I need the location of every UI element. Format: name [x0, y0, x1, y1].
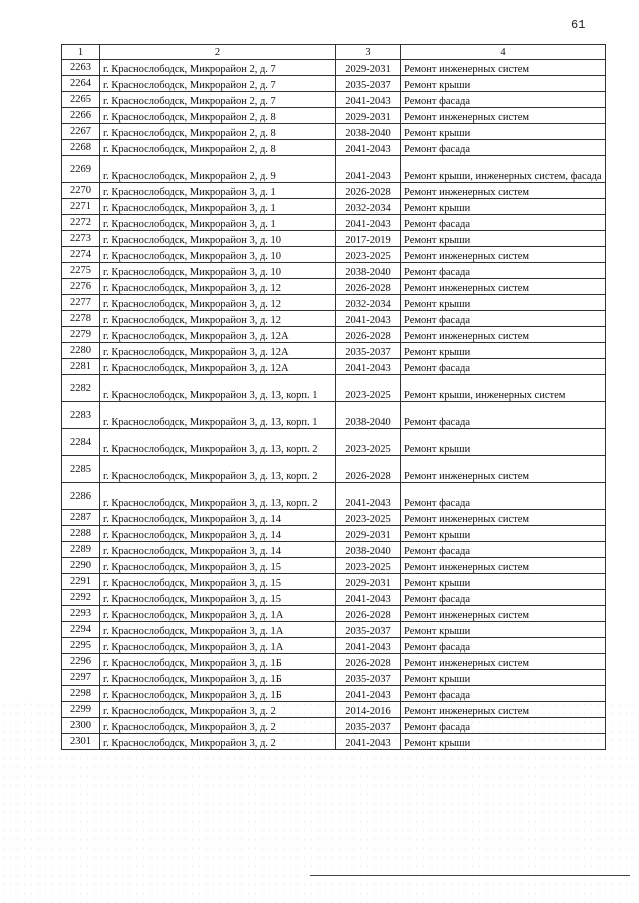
table-row: [62, 92, 606, 108]
row-address: г. Краснослободск, Микрорайон 3, д. 14: [100, 526, 336, 542]
row-address: г. Краснослободск, Микрорайон 3, д. 1А: [100, 622, 336, 638]
row-address: г. Краснослободск, Микрорайон 2, д. 7: [100, 92, 336, 108]
table-row: [62, 622, 606, 638]
row-number: 2292: [62, 590, 100, 606]
footer-line: [310, 875, 630, 876]
row-period: 2032-2034: [336, 199, 401, 215]
row-work-type: Ремонт фасада: [401, 718, 606, 734]
row-number: 2271: [62, 199, 100, 215]
row-period: 2041-2043: [336, 590, 401, 606]
row-work-type: Ремонт фасада: [401, 483, 606, 510]
row-address: г. Краснослободск, Микрорайон 3, д. 1: [100, 199, 336, 215]
row-period: 2041-2043: [336, 215, 401, 231]
table-row: [62, 76, 606, 92]
row-address: г. Краснослободск, Микрорайон 3, д. 10: [100, 247, 336, 263]
row-address: г. Краснослободск, Микрорайон 3, д. 1Б: [100, 686, 336, 702]
row-period: 2041-2043: [336, 734, 401, 750]
row-number: 2264: [62, 76, 100, 92]
row-period: 2026-2028: [336, 654, 401, 670]
row-address: г. Краснослободск, Микрорайон 3, д. 12А: [100, 327, 336, 343]
row-number: 2290: [62, 558, 100, 574]
row-address: г. Краснослободск, Микрорайон 3, д. 13, корп. 2: [100, 483, 336, 510]
row-address: г. Краснослободск, Микрорайон 2, д. 8: [100, 108, 336, 124]
table-row: [62, 279, 606, 295]
table-row: [62, 263, 606, 279]
row-period: 2026-2028: [336, 456, 401, 483]
row-work-type: Ремонт крыши: [401, 199, 606, 215]
row-work-type: Ремонт крыши: [401, 574, 606, 590]
row-address: г. Краснослободск, Микрорайон 2, д. 7: [100, 76, 336, 92]
row-number: 2280: [62, 343, 100, 359]
row-number: 2274: [62, 247, 100, 263]
row-address: г. Краснослободск, Микрорайон 3, д. 12: [100, 279, 336, 295]
row-number: 2270: [62, 183, 100, 199]
table-row: [62, 311, 606, 327]
repair-schedule-table: [61, 44, 606, 750]
row-work-type: Ремонт инженерных систем: [401, 702, 606, 718]
row-work-type: Ремонт крыши: [401, 231, 606, 247]
row-address: г. Краснослободск, Микрорайон 3, д. 13, корп. 1: [100, 402, 336, 429]
table-row: [62, 60, 606, 76]
row-address: г. Краснослободск, Микрорайон 3, д. 2: [100, 734, 336, 750]
row-period: 2035-2037: [336, 622, 401, 638]
table-row: [62, 108, 606, 124]
row-address: г. Краснослободск, Микрорайон 3, д. 10: [100, 231, 336, 247]
row-number: 2296: [62, 654, 100, 670]
row-period: 2026-2028: [336, 279, 401, 295]
row-address: г. Краснослободск, Микрорайон 3, д. 14: [100, 542, 336, 558]
row-work-type: Ремонт инженерных систем: [401, 183, 606, 199]
table-row: [62, 483, 606, 510]
row-number: 2298: [62, 686, 100, 702]
row-number: 2285: [62, 456, 100, 483]
row-address: г. Краснослободск, Микрорайон 3, д. 2: [100, 702, 336, 718]
row-number: 2278: [62, 311, 100, 327]
row-work-type: Ремонт инженерных систем: [401, 558, 606, 574]
row-address: г. Краснослободск, Микрорайон 3, д. 13, корп. 2: [100, 456, 336, 483]
row-period: 2017-2019: [336, 231, 401, 247]
table-row: [62, 574, 606, 590]
row-work-type: Ремонт инженерных систем: [401, 606, 606, 622]
row-address: г. Краснослободск, Микрорайон 3, д. 1Б: [100, 670, 336, 686]
row-period: 2026-2028: [336, 327, 401, 343]
row-number: 2276: [62, 279, 100, 295]
row-work-type: Ремонт крыши, инженерных систем: [401, 375, 606, 402]
row-number: 2279: [62, 327, 100, 343]
row-period: 2032-2034: [336, 295, 401, 311]
table-row: [62, 359, 606, 375]
row-number: 2272: [62, 215, 100, 231]
table-row: [62, 456, 606, 483]
header-row: [62, 45, 606, 60]
row-work-type: Ремонт фасада: [401, 542, 606, 558]
row-period: 2026-2028: [336, 183, 401, 199]
row-number: 2299: [62, 702, 100, 718]
row-work-type: Ремонт крыши: [401, 295, 606, 311]
row-number: 2266: [62, 108, 100, 124]
row-work-type: Ремонт крыши: [401, 429, 606, 456]
row-period: 2029-2031: [336, 526, 401, 542]
row-number: 2286: [62, 483, 100, 510]
row-address: г. Краснослободск, Микрорайон 3, д. 15: [100, 574, 336, 590]
row-number: 2282: [62, 375, 100, 402]
table-row: [62, 654, 606, 670]
row-period: 2038-2040: [336, 542, 401, 558]
table-row: [62, 215, 606, 231]
row-period: 2014-2016: [336, 702, 401, 718]
header-col-4: 4: [401, 45, 606, 60]
row-address: г. Краснослободск, Микрорайон 3, д. 12: [100, 295, 336, 311]
row-work-type: Ремонт крыши: [401, 343, 606, 359]
row-number: 2297: [62, 670, 100, 686]
table-body: [62, 60, 606, 750]
row-number: 2300: [62, 718, 100, 734]
table-row: [62, 686, 606, 702]
row-period: 2035-2037: [336, 670, 401, 686]
row-period: 2029-2031: [336, 574, 401, 590]
row-number: 2283: [62, 402, 100, 429]
row-work-type: Ремонт крыши: [401, 734, 606, 750]
row-address: г. Краснослободск, Микрорайон 2, д. 8: [100, 140, 336, 156]
row-work-type: Ремонт фасада: [401, 140, 606, 156]
row-period: 2041-2043: [336, 359, 401, 375]
row-number: 2293: [62, 606, 100, 622]
row-work-type: Ремонт инженерных систем: [401, 327, 606, 343]
row-period: 2029-2031: [336, 60, 401, 76]
table-row: [62, 526, 606, 542]
table-row: [62, 638, 606, 654]
page-number: 61: [571, 18, 586, 32]
row-period: 2041-2043: [336, 156, 401, 183]
row-address: г. Краснослободск, Микрорайон 3, д. 12: [100, 311, 336, 327]
row-period: 2023-2025: [336, 429, 401, 456]
row-address: г. Краснослободск, Микрорайон 2, д. 8: [100, 124, 336, 140]
row-number: 2265: [62, 92, 100, 108]
row-period: 2035-2037: [336, 76, 401, 92]
row-address: г. Краснослободск, Микрорайон 2, д. 7: [100, 60, 336, 76]
table-row: [62, 606, 606, 622]
row-period: 2029-2031: [336, 108, 401, 124]
table-row: [62, 402, 606, 429]
row-work-type: Ремонт фасада: [401, 590, 606, 606]
table-row: [62, 429, 606, 456]
row-address: г. Краснослободск, Микрорайон 3, д. 1Б: [100, 654, 336, 670]
row-period: 2023-2025: [336, 247, 401, 263]
row-address: г. Краснослободск, Микрорайон 3, д. 12А: [100, 359, 336, 375]
header-col-3: 3: [336, 45, 401, 60]
table-row: [62, 183, 606, 199]
table-row: [62, 510, 606, 526]
row-work-type: Ремонт инженерных систем: [401, 456, 606, 483]
table-row: [62, 542, 606, 558]
table-row: [62, 702, 606, 718]
row-work-type: Ремонт крыши, инженерных систем, фасада: [401, 156, 606, 183]
row-address: г. Краснослободск, Микрорайон 3, д. 13, корп. 2: [100, 429, 336, 456]
row-period: 2023-2025: [336, 558, 401, 574]
table-row: [62, 199, 606, 215]
row-address: г. Краснослободск, Микрорайон 3, д. 10: [100, 263, 336, 279]
row-period: 2041-2043: [336, 311, 401, 327]
row-period: 2038-2040: [336, 263, 401, 279]
row-work-type: Ремонт инженерных систем: [401, 654, 606, 670]
table-row: [62, 375, 606, 402]
row-number: 2273: [62, 231, 100, 247]
row-period: 2038-2040: [336, 124, 401, 140]
row-work-type: Ремонт инженерных систем: [401, 510, 606, 526]
row-address: г. Краснослободск, Микрорайон 3, д. 13, корп. 1: [100, 375, 336, 402]
row-address: г. Краснослободск, Микрорайон 3, д. 2: [100, 718, 336, 734]
row-address: г. Краснослободск, Микрорайон 3, д. 12А: [100, 343, 336, 359]
row-number: 2263: [62, 60, 100, 76]
row-address: г. Краснослободск, Микрорайон 3, д. 1А: [100, 638, 336, 654]
row-address: г. Краснослободск, Микрорайон 2, д. 9: [100, 156, 336, 183]
row-work-type: Ремонт фасада: [401, 359, 606, 375]
table-row: [62, 124, 606, 140]
row-work-type: Ремонт инженерных систем: [401, 108, 606, 124]
row-number: 2288: [62, 526, 100, 542]
header-col-2: 2: [100, 45, 336, 60]
row-number: 2287: [62, 510, 100, 526]
table-row: [62, 327, 606, 343]
row-work-type: Ремонт крыши: [401, 622, 606, 638]
row-work-type: Ремонт фасада: [401, 686, 606, 702]
row-period: 2035-2037: [336, 718, 401, 734]
row-work-type: Ремонт фасада: [401, 638, 606, 654]
row-work-type: Ремонт инженерных систем: [401, 247, 606, 263]
table-row: [62, 156, 606, 183]
table-row: [62, 558, 606, 574]
row-number: 2284: [62, 429, 100, 456]
row-work-type: Ремонт фасада: [401, 263, 606, 279]
row-work-type: Ремонт крыши: [401, 76, 606, 92]
row-number: 2268: [62, 140, 100, 156]
row-number: 2301: [62, 734, 100, 750]
row-period: 2041-2043: [336, 483, 401, 510]
row-period: 2026-2028: [336, 606, 401, 622]
table-row: [62, 734, 606, 750]
row-period: 2041-2043: [336, 686, 401, 702]
row-address: г. Краснослободск, Микрорайон 3, д. 1: [100, 215, 336, 231]
header-col-1: 1: [62, 45, 100, 60]
row-number: 2267: [62, 124, 100, 140]
row-work-type: Ремонт крыши: [401, 526, 606, 542]
table-row: [62, 590, 606, 606]
table-row: [62, 343, 606, 359]
row-number: 2269: [62, 156, 100, 183]
row-period: 2035-2037: [336, 343, 401, 359]
row-number: 2281: [62, 359, 100, 375]
row-period: 2041-2043: [336, 92, 401, 108]
table-row: [62, 247, 606, 263]
row-period: 2023-2025: [336, 375, 401, 402]
row-address: г. Краснослободск, Микрорайон 3, д. 1: [100, 183, 336, 199]
table-row: [62, 670, 606, 686]
row-work-type: Ремонт фасада: [401, 402, 606, 429]
table-row: [62, 231, 606, 247]
row-work-type: Ремонт инженерных систем: [401, 279, 606, 295]
row-number: 2277: [62, 295, 100, 311]
row-period: 2038-2040: [336, 402, 401, 429]
row-work-type: Ремонт фасада: [401, 215, 606, 231]
row-address: г. Краснослободск, Микрорайон 3, д. 15: [100, 558, 336, 574]
row-number: 2289: [62, 542, 100, 558]
row-work-type: Ремонт фасада: [401, 311, 606, 327]
row-number: 2294: [62, 622, 100, 638]
row-work-type: Ремонт крыши: [401, 670, 606, 686]
row-work-type: Ремонт фасада: [401, 92, 606, 108]
row-number: 2275: [62, 263, 100, 279]
row-period: 2041-2043: [336, 638, 401, 654]
row-work-type: Ремонт крыши: [401, 124, 606, 140]
table-row: [62, 140, 606, 156]
row-work-type: Ремонт инженерных систем: [401, 60, 606, 76]
row-address: г. Краснослободск, Микрорайон 3, д. 15: [100, 590, 336, 606]
table-row: [62, 295, 606, 311]
row-period: 2041-2043: [336, 140, 401, 156]
row-period: 2023-2025: [336, 510, 401, 526]
row-number: 2295: [62, 638, 100, 654]
row-number: 2291: [62, 574, 100, 590]
row-address: г. Краснослободск, Микрорайон 3, д. 14: [100, 510, 336, 526]
table-row: [62, 718, 606, 734]
row-address: г. Краснослободск, Микрорайон 3, д. 1А: [100, 606, 336, 622]
